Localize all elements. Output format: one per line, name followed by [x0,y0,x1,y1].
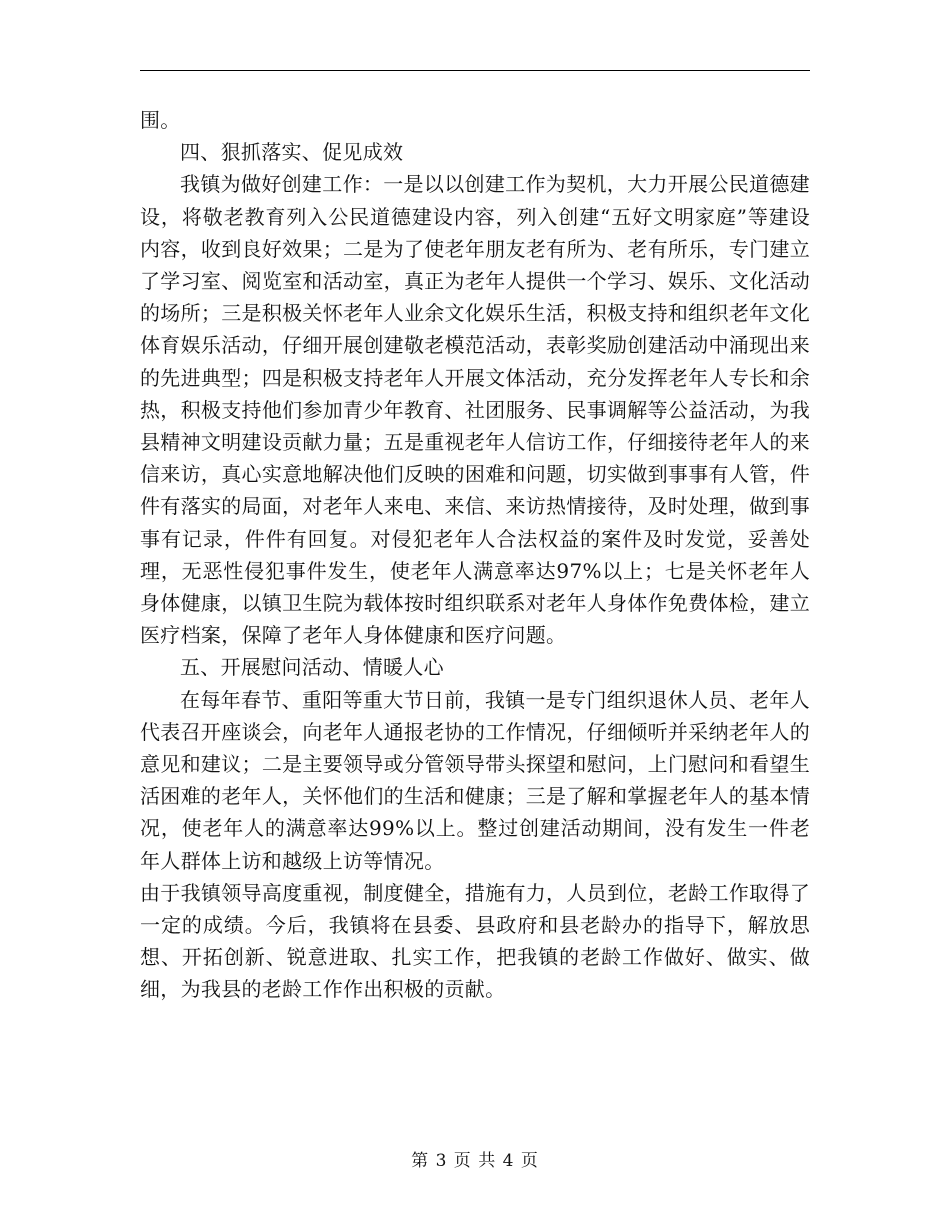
paragraph-conclusion: 由于我镇领导高度重视，制度健全，措施有力，人员到位，老龄工作取得了一定的成绩。今后，我镇将在县委、县政府和县老龄办的指导下，解放思想、开拓创新、锐意进取、扎实工作，把我镇的老龄工作做好、做实、做细，为我县的老龄工作作出积极的贡献。 [140,880,810,1002]
paragraph-section-5-body: 在每年春节、重阳等重大节日前，我镇一是专门组织退休人员、老年人代表召开座谈会，向老年人通报老协的工作情况，仔细倾听并采纳老年人的意见和建议；二是主要领导或分管领导带头探望和慰问，上门慰问和看望生活困难的老年人，关怀他们的生活和健康；三是了解和掌握老年人的基本情况，使老年人的满意率达99%以上。整过创建活动期间，没有发生一件老年人群体上访和越级上访等情况。 [140,687,810,873]
document-body [140,104,810,1006]
section-heading-4: 四、狠抓落实、促见成效 [180,140,404,165]
paragraph-continuation: 围。 [140,108,181,132]
page-number-footer: 第 3 页 共 4 页 [411,1151,539,1171]
header-rule [140,70,810,71]
section-heading-5: 五、开展慰问活动、情暖人心 [180,655,444,680]
paragraph-section-4-body: 我镇为做好创建工作：一是以以创建工作为契机，大力开展公民道德建设，将敬老教育列入公民道德建设内容，列入创建“五好文明家庭”等建设内容，收到良好效果；二是为了使老年朋友老有所为、老有所乐，专门建立了学习室、阅览室和活动室，真正为老年人提供一个学习、娱乐、文化活动的场所；三是积极关怀老年人业余文化娱乐生活，积极支持和组织老年文化体育娱乐活动，仔细开展创建敬老模范活动，表彰奖励创建活动中涌现出来的先进典型；四是积极支持老年人开展文体活动，充分发挥老年人专长和余热，积极支持他们参加青少年教育、社团服务、民事调解等公益活动，为我县精神文明建设贡献力量；五是重视老年人信访工作，仔细接待老年人的来信来访，真心实意地解决他们反映的困难和问题，切实做到事事有人管，件件有落实的局面，对老年人来电、来信、来访热情接待，及时处理，做到事事有记录，件件有回复。对侵犯老年人合法权益的案件及时发觉，妥善处理，无恶性侵犯事件发生，使老年人满意率达97%以上；七是关怀老年人身体健康，以镇卫生院为载体按时组织联系对老年人身体作免费体检，建立医疗档案，保障了老年人身体健康和医疗问题。 [140,172,810,648]
